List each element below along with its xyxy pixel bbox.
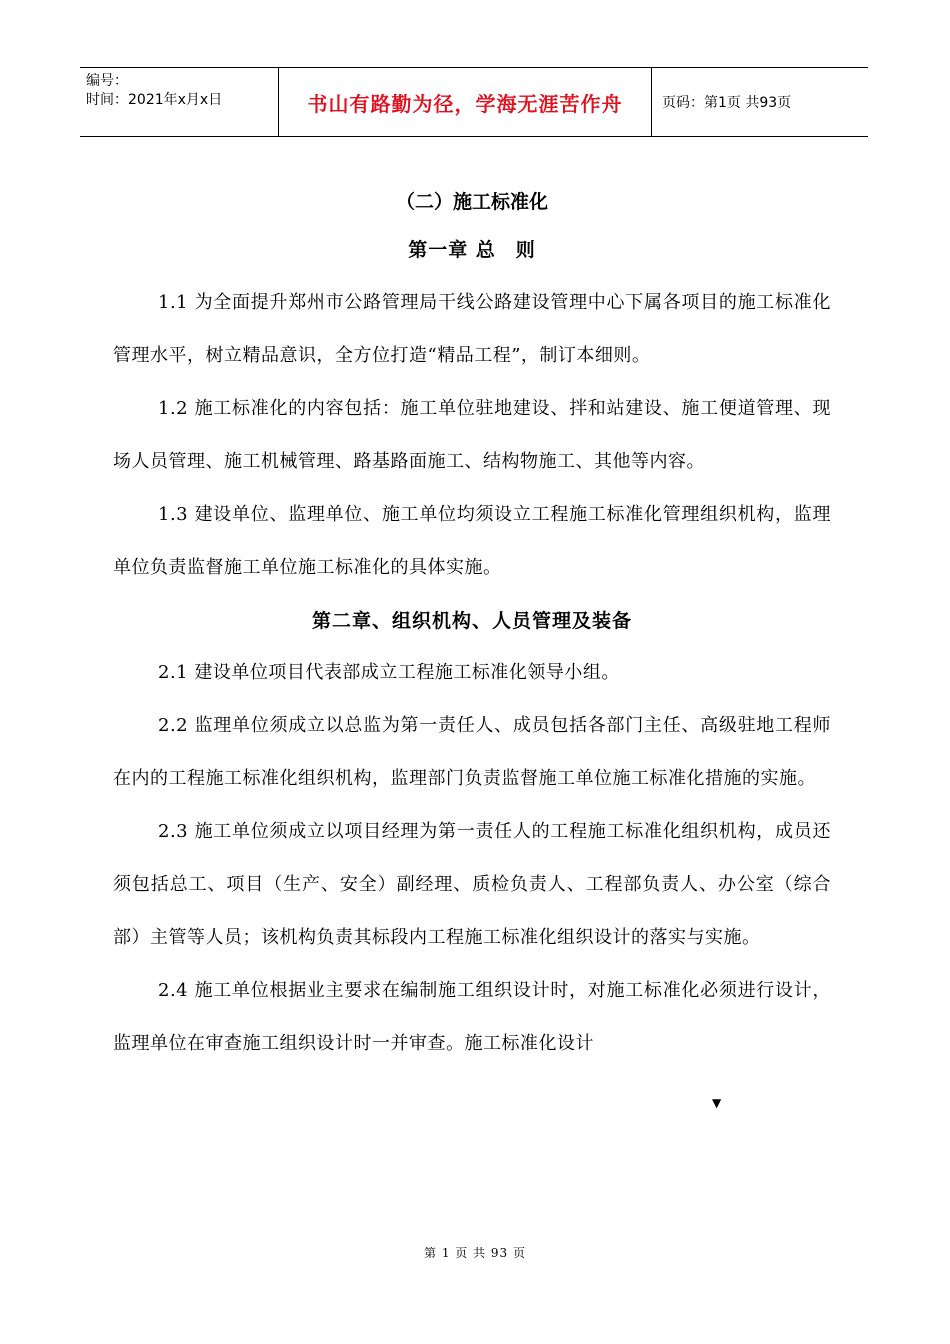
page-header	[80, 67, 868, 137]
paragraph-1-2: 1.2 施工标准化的内容包括：施工单位驻地建设、拌和站建设、施工便道管理、现场人员管理、施工机械管理、路基路面施工、结构物施工、其他等内容。	[113, 398, 831, 472]
chapter-2-title: 第二章、组织机构、人员管理及装备	[311, 610, 632, 632]
paragraph-2-3: 2.3 施工单位须成立以项目经理为第一责任人的工程施工标准化组织机构，成员还须包括总工、项目（生产、安全）副经理、质检负责人、工程部负责人、办公室（综合部）主管等人员；该机构负责其标段内工程施工标准化组织设计的落实与实施。	[113, 821, 831, 948]
number-label: 编号：	[86, 73, 128, 89]
chapter-1-title: 第一章 总 则	[408, 239, 536, 261]
header-motto: 书山有路勤为径，学海无涯苦作舟	[279, 68, 652, 136]
paragraph-1-1: 1.1 为全面提升郑州市公路管理局干线公路建设管理中心下属各项目的施工标准化管理水平，树立精品意识，全方位打造“精品工程”，制订本细则。	[113, 292, 831, 366]
paragraph-2-1: 2.1 建设单位项目代表部成立工程施工标准化领导小组。	[158, 662, 620, 683]
down-arrow-icon: ▼	[712, 1096, 722, 1110]
page-footer: 第 1 页 共 93 页	[424, 1246, 526, 1260]
time-label: 时间：2021年x月x日	[86, 92, 223, 108]
section-title: （二）施工标准化	[395, 191, 548, 213]
header-meta	[80, 68, 279, 136]
header-page-info: 页码：第1页 共93页	[662, 95, 792, 111]
paragraph-1-3: 1.3 建设单位、监理单位、施工单位均须设立工程施工标准化管理组织机构，监理单位负责监督施工单位施工标准化的具体实施。	[113, 504, 831, 578]
document-body	[113, 180, 831, 1070]
paragraph-2-4: 2.4 施工单位根据业主要求在编制施工组织设计时，对施工标准化必须进行设计，监理单位在审查施工组织设计时一并审查。施工标准化设计	[113, 980, 831, 1054]
paragraph-2-2: 2.2 监理单位须成立以总监为第一责任人、成员包括各部门主任、高级驻地工程师在内的工程施工标准化组织机构，监理部门负责监督施工单位施工标准化措施的实施。	[113, 715, 831, 789]
